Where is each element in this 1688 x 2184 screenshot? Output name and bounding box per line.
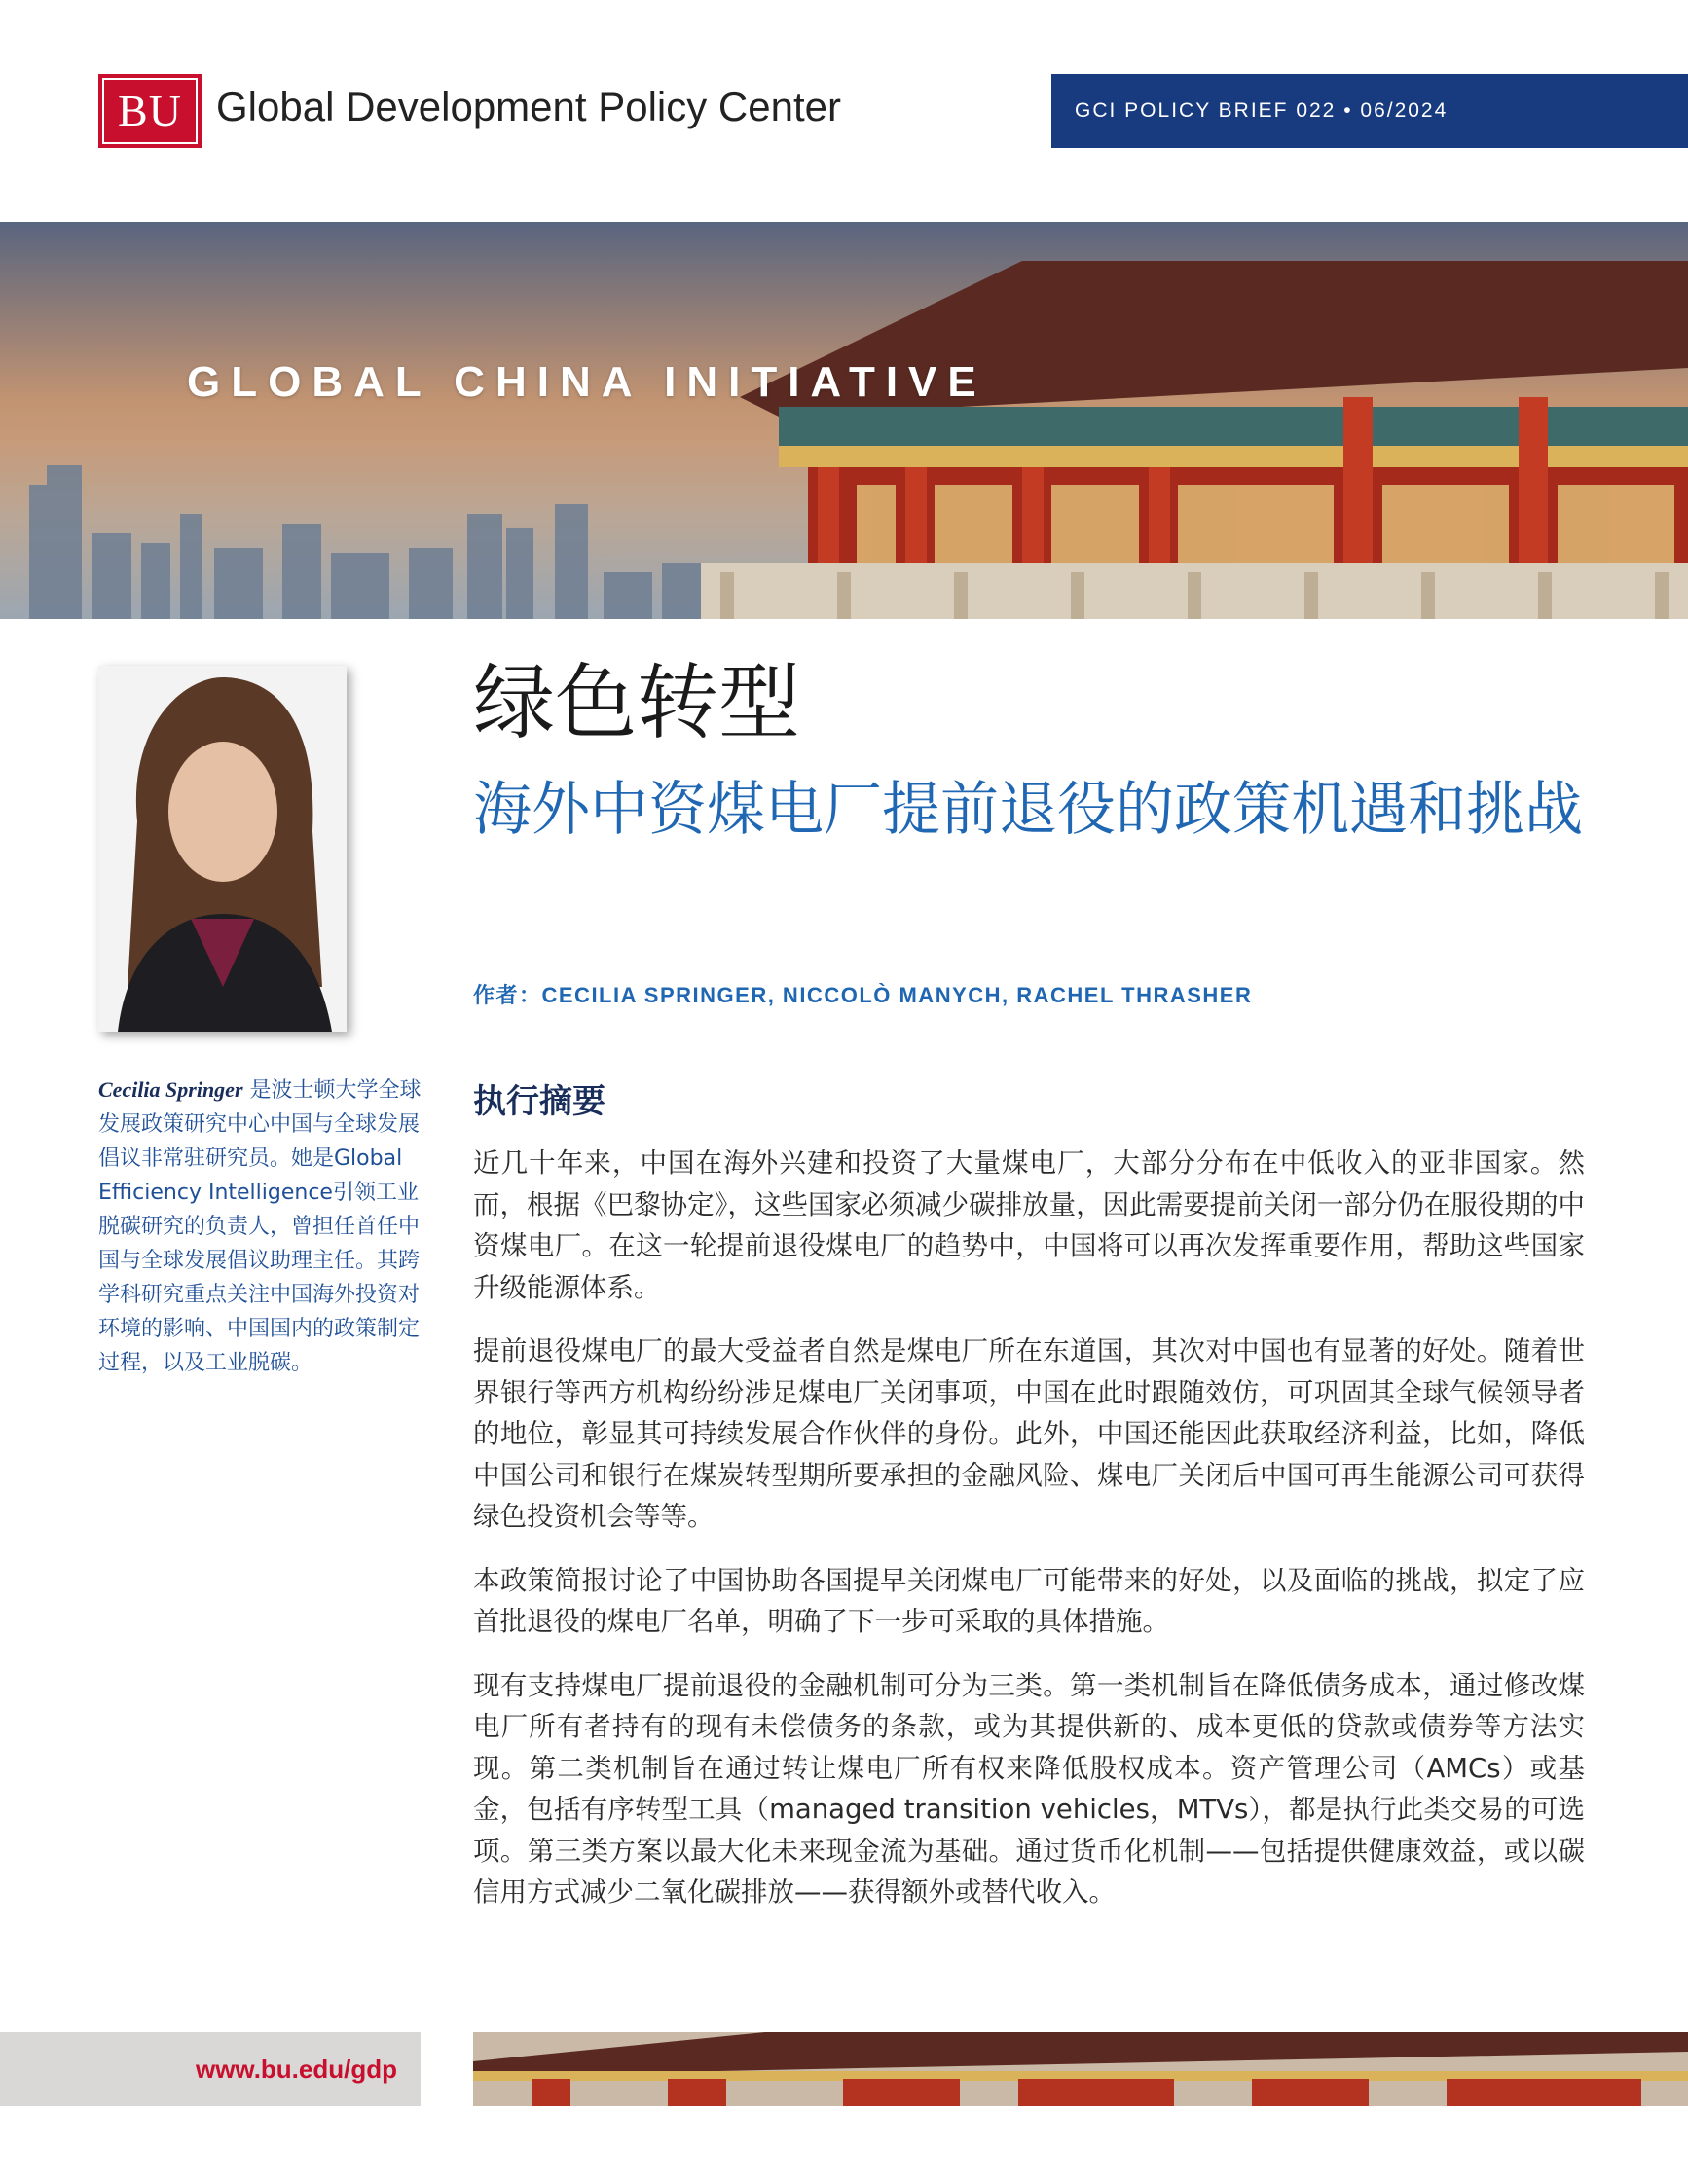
paragraph: 本政策简报讨论了中国协助各国提早关闭煤电厂可能带来的好处，以及面临的挑战，拟定了应首批退役的煤电厂名单，明确了下一步可采取的具体措施。 bbox=[473, 1564, 1585, 1637]
paragraph: 提前退役煤电厂的最大受益者自然是煤电厂所在东道国，其次对中国也有显著的好处。随着世界银行等西方机构纷纷涉足煤电厂关闭事项，中国在此时跟随效仿，可巩固其全球气候领导者的地位，彰显其可持续发展合作伙伴的身份。此外，中国还能因此获取经济利益，比如，降低中国公司和银行在煤炭转型期所要承担的金融风险、煤电厂关闭后中国可再生能源公司可获得绿色投资机会等等。 bbox=[473, 1335, 1585, 1532]
center-name: Global Development Policy Center bbox=[216, 84, 841, 129]
brief-label: GCI POLICY BRIEF 022 • 06/2024 bbox=[1075, 99, 1449, 122]
footer-link[interactable]: www.bu.edu/gdp bbox=[195, 2055, 397, 2084]
author-line: 作者：CECILIA SPRINGER, NICCOLÒ MANYCH, RACHEL THRASHER bbox=[473, 983, 1253, 1007]
banner-illustration bbox=[0, 222, 1688, 619]
page-title: 绿色转型 bbox=[473, 655, 801, 750]
banner-image bbox=[0, 222, 1688, 619]
footer-image bbox=[473, 2032, 1688, 2106]
bio-text: 是波士顿大学全球发展政策研究中心中国与全球发展倡议非常驻研究员。她是Global Efficiency Intelligence引领工业脱碳研究的负责人，曾担任首任中国与全球发展倡议助理主任。其跨学科研究重点关注中国海外投资对环境的影响、中国国内的政策制定过程，以及工业脱碳。 bbox=[98, 1078, 422, 1375]
section-heading: 执行摘要 bbox=[473, 1082, 605, 1121]
bu-logo[interactable]: BU bbox=[98, 74, 202, 148]
brief-label-bar bbox=[1051, 74, 1688, 148]
initiative-label: GLOBAL CHINA INITIATIVE bbox=[187, 358, 987, 406]
page-subtitle: 海外中资煤电厂提前退役的政策机遇和挑战 bbox=[473, 776, 1583, 844]
portrait-illustration bbox=[98, 666, 347, 1032]
footer-bar bbox=[0, 2032, 421, 2106]
paragraph: 近几十年来，中国在海外兴建和投资了大量煤电厂，大部分分布在中低收入的亚非国家。然而，根据《巴黎协定》，这些国家必须减少碳排放量，因此需要提前关闭一部分仍在服役期的中资煤电厂。在这一轮提前退役煤电厂的趋势中，中国将可以再次发挥重要作用，帮助这些国家升级能源体系。 bbox=[473, 1147, 1585, 1303]
bio-name: Cecilia Springer bbox=[98, 1077, 243, 1102]
paragraph: 现有支持煤电厂提前退役的金融机制可分为三类。第一类机制旨在降低债务成本，通过修改煤电厂所有者持有的现有未偿债务的条款，或为其提供新的、成本更低的贷款或债券等方法实现。第二类机制旨在通过转让煤电厂所有权来降低股权成本。资产管理公司（AMCs）或基金，包括有序转型工具（managed transition vehicles，MTVs），都是执行此类交易的可选项。第三类方案以最大化未来现金流为基础。通过货币化机制——包括提供健康效益，或以碳信用方式减少二氧化碳排放——获得额外或替代收入。 bbox=[473, 1669, 1585, 1908]
footer-illustration bbox=[473, 2032, 1688, 2106]
author-bio bbox=[98, 1073, 429, 1380]
summary-body bbox=[473, 1143, 1585, 1936]
author-portrait bbox=[98, 666, 347, 1032]
